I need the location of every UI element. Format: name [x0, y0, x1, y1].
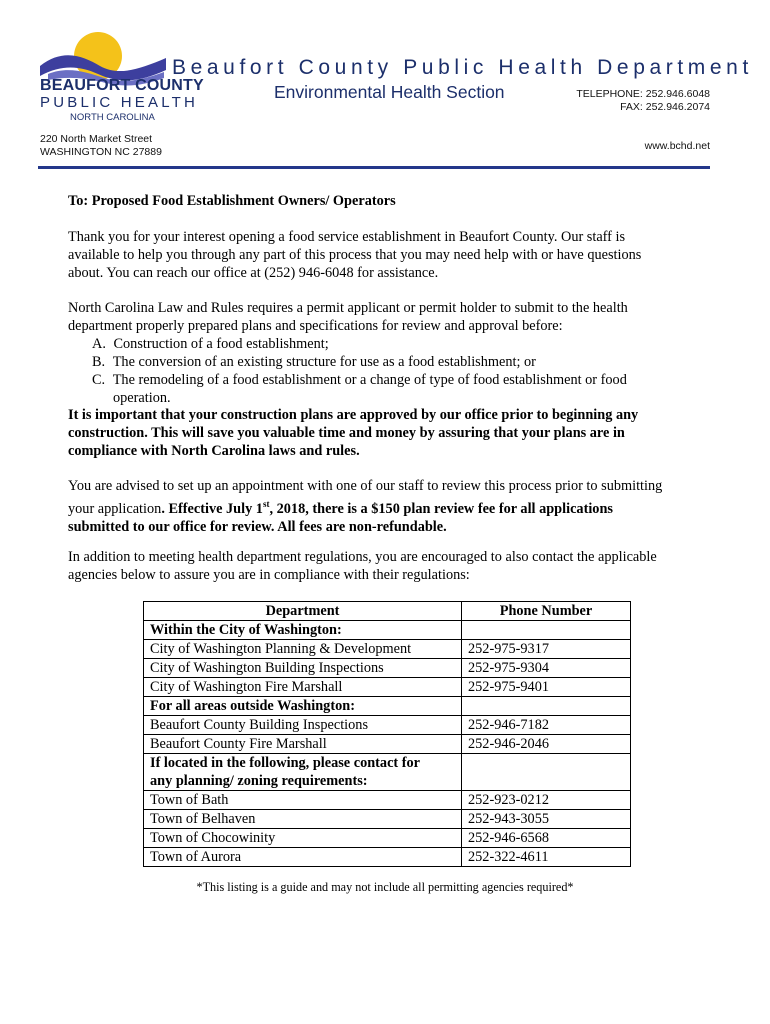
phone-cell: 252-946-2046: [462, 735, 631, 754]
department-cell: Town of Chocowinity: [144, 829, 462, 848]
text-line: agencies below to assure you are in compliance with their regulations:: [68, 567, 470, 584]
agency-contact-table: [143, 601, 631, 867]
important-notice: [68, 406, 708, 461]
table-row: [144, 791, 631, 810]
text-line: In addition to meeting health department regulations, you are encouraged to also contact the applicable: [68, 549, 657, 565]
table-row: [144, 640, 631, 659]
list-item: [92, 353, 536, 371]
table-row: [144, 735, 631, 754]
phone-cell: 252-946-6568: [462, 829, 631, 848]
text-segment: your application: [68, 500, 162, 517]
column-header-phone: Phone Number: [462, 602, 631, 621]
phone-cell: 252-946-7182: [462, 716, 631, 735]
text-line: North Carolina Law and Rules requires a permit applicant or permit holder to submit to the health: [68, 300, 628, 316]
paragraph-intro: [68, 228, 708, 283]
table-row: [144, 848, 631, 867]
list-marker: C.: [92, 372, 106, 388]
table-row: [144, 829, 631, 848]
department-cell: City of Washington Fire Marshall: [144, 678, 462, 697]
addressee-heading: To: Proposed Food Establishment Owners/ Operators: [68, 193, 396, 209]
list-item: [92, 335, 329, 353]
text-line: compliance with North Carolina laws and rules.: [68, 443, 360, 460]
text-line: You are advised to set up an appointment with one of our staff to review this process prior to submitting: [68, 478, 663, 494]
list-marker: A.: [92, 336, 106, 352]
table-row: [144, 716, 631, 735]
header-divider: [38, 166, 710, 169]
group-heading-line: If located in the following, please contact for: [150, 755, 421, 771]
department-cell: Beaufort County Building Inspections: [144, 716, 462, 735]
text-line: [68, 495, 708, 518]
address-city: WASHINGTON NC 27889: [40, 146, 162, 158]
text-line: Thank you for your interest opening a food service establishment in Beaufort County. Our staff is: [68, 229, 626, 245]
superscript: st: [262, 499, 270, 510]
phone-cell: 252-975-9317: [462, 640, 631, 659]
beaufort-county-logo: [38, 26, 168, 126]
department-cell: Town of Bath: [144, 791, 462, 810]
column-header-department: Department: [144, 602, 462, 621]
list-marker: B.: [92, 354, 106, 370]
paragraph-law: [68, 299, 708, 335]
telephone: TELEPHONE: 252.946.6048: [576, 88, 710, 100]
list-item-continuation: operation.: [113, 390, 171, 406]
department-cell: Beaufort County Fire Marshall: [144, 735, 462, 754]
logo-text-public-health: PUBLIC HEALTH: [40, 94, 199, 111]
group-heading: Within the City of Washington:: [144, 621, 462, 640]
website-link[interactable]: www.bchd.net: [644, 140, 710, 152]
phone-cell: 252-975-9401: [462, 678, 631, 697]
text-line: It is important that your construction plans are approved by our office prior to beginning any: [68, 407, 639, 423]
table-footnote: *This listing is a guide and may not include all permitting agencies required*: [196, 880, 574, 894]
table-row: [144, 678, 631, 697]
department-title: Beaufort County Public Health Department: [172, 56, 753, 79]
section-title: Environmental Health Section: [274, 82, 505, 102]
fee-notice-start: . Effective July 1: [161, 500, 263, 517]
phone-cell: 252-975-9304: [462, 659, 631, 678]
group-heading: For all areas outside Washington:: [144, 697, 462, 716]
paragraph-appointment: [68, 477, 708, 536]
table-row-group: [144, 754, 631, 791]
table-row-group: [144, 697, 631, 716]
phone-cell: [462, 621, 631, 640]
address-street: 220 North Market Street: [40, 133, 153, 145]
group-heading: [144, 754, 462, 791]
department-cell: City of Washington Building Inspections: [144, 659, 462, 678]
table-row-group: [144, 621, 631, 640]
phone-cell: [462, 697, 631, 716]
text-line: department properly prepared plans and specifications for review and approval before:: [68, 318, 563, 335]
phone-cell: 252-943-3055: [462, 810, 631, 829]
logo-text-state: NORTH CAROLINA: [70, 112, 155, 123]
list-text: Construction of a food establishment;: [113, 336, 329, 352]
phone-cell: 252-923-0212: [462, 791, 631, 810]
text-line: about. You can reach our office at (252) 946-6048 for assistance.: [68, 265, 439, 282]
table-row: [144, 810, 631, 829]
department-cell: Town of Belhaven: [144, 810, 462, 829]
list-text: The conversion of an existing structure for use as a food establishment; or: [112, 354, 536, 370]
list-text: The remodeling of a food establishment or a change of type of food establishment or food: [112, 372, 627, 388]
department-cell: City of Washington Planning & Development: [144, 640, 462, 659]
table-row: [144, 659, 631, 678]
logo-text-county: BEAUFORT COUNTY: [40, 77, 204, 94]
text-line: submitted to our office for review. All fees are non-refundable.: [68, 519, 447, 536]
paragraph-agencies: [68, 548, 708, 584]
text-line: available to help you through any part of this process that you may need help with or have questions: [68, 247, 642, 264]
fax: FAX: 252.946.2074: [620, 101, 710, 113]
fee-notice: , 2018, there is a $150 plan review fee for all applications: [269, 500, 613, 517]
group-heading-line: any planning/ zoning requirements:: [150, 773, 368, 789]
list-item: [92, 371, 627, 389]
text-line: construction. This will save you valuable time and money by assuring that your plans are in: [68, 425, 625, 442]
phone-cell: 252-322-4611: [462, 848, 631, 867]
department-cell: Town of Aurora: [144, 848, 462, 867]
phone-cell: [462, 754, 631, 791]
table-header-row: [144, 602, 631, 621]
